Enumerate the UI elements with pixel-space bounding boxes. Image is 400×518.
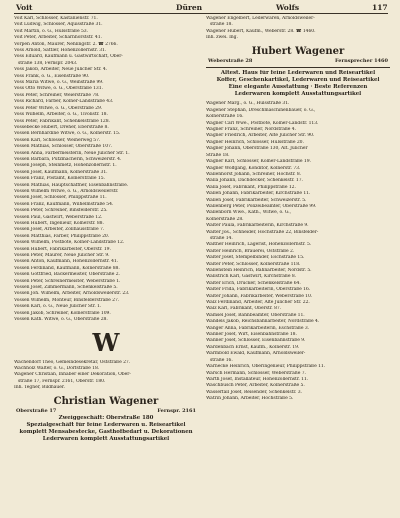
section-letter: W: [92, 327, 120, 357]
ad-line: komplett Mensabestecke, Gasthofbedarf u. Dekorationen: [19, 428, 193, 435]
directory-entry: straße 18.: [210, 22, 233, 28]
right-top-entries: [206, 16, 390, 42]
directory-entry: Walz Ferdinand, Arbeiter, Alte Jülicher Str. 22.: [206, 300, 310, 306]
directory-entry: Wallen Josef, Fabrikarbeiter, Schweizerstr. 5.: [206, 197, 307, 203]
ad-christian-wagener: [14, 395, 198, 444]
directory-entry: Voss Wilhelm, Arbeiter, o. G., Tivolistr. 18.: [14, 112, 108, 118]
directory-entry: Walter Josef, Stempelbinder, Eschstraße 15.: [206, 255, 305, 261]
directory-entry: Warmbold Ewald, Kaufmann, Arnoldsweiler-: [206, 351, 306, 357]
directory-entry: Voss Arnold, Sattler, Hohenzollernstr. 31.: [14, 48, 107, 54]
directory-entry: Vossen Karl, o. G., Neue Jülicher Str. 1.: [14, 304, 102, 310]
ad-phone: Fernsprecher 1460: [334, 57, 388, 64]
directory-entry: Walla Johann, Dachdecker, Schenkelstr. 17.: [206, 178, 303, 184]
ad-name: Hubert Wagener: [251, 45, 345, 57]
directory-entry: Vossen Peter, Maurer, Neue Jülicher Str. 9.: [14, 253, 110, 259]
directory-entry: Watrin Johann, Arbeiter, Hochstraße 5.: [206, 396, 294, 402]
ad-address-row: [206, 58, 390, 65]
directory-entry: Voit Ludwig, Schlosser, Aquisstraße 31.: [14, 22, 103, 28]
ad-line: Lederwaren komplett Ausstattungsartikel: [234, 91, 362, 98]
directory-entry: Vossen Matthias, Färber, Philippstraße 20.: [14, 233, 110, 239]
directory-entry: Voss Frank, o. G., Eisenstraße 90.: [14, 73, 90, 79]
directory-entry: Voss Richard, Färber, Kölner-Landstraße 43.: [14, 99, 114, 105]
ad-address-row: [14, 408, 198, 415]
directory-entry: Vossen Karl, Schlosser, Weiherweg 57.: [14, 137, 101, 143]
directory-entry: Vossen Anna, Färbermeisterin, Neue Jülicher Str. 1.: [14, 150, 130, 156]
directory-entry: Vossen Joh. Wilhelm, Arbeiter, Arnoldsweilerstr. 23.: [14, 291, 130, 297]
ad-address: Weberstraße 28: [208, 57, 253, 64]
directory-entry: Wallenborn Wwe., Kath., Witwe, o. G.,: [206, 210, 292, 216]
page-number: 117: [372, 3, 388, 12]
directory-entry: Wandels Jakob, Reichsbahnarbeiter, Nordstraße 4.: [206, 319, 320, 325]
directory-entry: Vossen Anton, Kaufmann, Hohenzollernstr. 41.: [14, 259, 119, 265]
directory-entry: Wanger Anna, Fabrikarbeiterin, Eschstraße 3.: [206, 325, 310, 331]
directory-entry: Vossen Joseph, Steinmetz, Hohenzollernstr. 1.: [14, 163, 117, 169]
directory-entry: Kölnerstraße 28.: [206, 216, 244, 222]
directory-entry: Vossen Hubert, Ingenieur, Kölnerstr. 88.: [14, 221, 104, 226]
directory-entry: Vossen Franz, Kaufmann, Wilhelmstraße 54.: [14, 201, 114, 207]
directory-entry: Voss Otto Witwe, o. G., Oberstraße 131.: [14, 86, 103, 92]
directory-entry: Vossen Josef, Schlosser, Philippstraße 11.: [14, 195, 107, 201]
directory-entry: Wallen Johann, Fabrikarbeiter, Kirchstraße 11.: [206, 191, 311, 197]
directory-entry: straße 16.: [210, 357, 233, 363]
ad-phone: Fernspr. 2161: [157, 407, 196, 414]
ad-line: Ältest. Haus für feine Lederwaren und Reiseartikel: [220, 69, 376, 76]
directory-entry: Wachendorf Theo, Gemeindesekretär, Oststraße 27.: [14, 359, 131, 365]
directory-entry: Vossen Mathias, Schlosser, Oberstraße 107.: [14, 144, 113, 150]
directory-entry: Kölnerstraße 16.: [206, 114, 244, 120]
directory-entry: Wachholz Walter, o. G., Dorfstraße 18.: [14, 365, 100, 371]
directory-entry: Voss Jakob, Arbeiter, Neue Jülicher Str. 4.: [14, 67, 108, 73]
directory-entry: Wamsel Josef, Bahnbeamter, Oberstraße 11.: [206, 312, 305, 318]
directory-entry: Voit Martin, o. G., Hülsstraße 53.: [14, 28, 88, 34]
directory-entry: Wagener Stephan, Dreschmaschinenbauer, o. G.,: [206, 107, 316, 113]
ad-hubert-wagener: [206, 45, 390, 99]
ad-line: Spezialgeschäft für feine Lederwaren u. Reiseartikel: [26, 421, 186, 428]
header-left: Voit: [16, 3, 33, 12]
header-center: Düren: [176, 3, 203, 12]
left-entries: [14, 16, 198, 324]
ad-rule: [206, 67, 390, 68]
directory-entry: Walter Paula, Fabrikarbeiterin, Kirchstraße 9.: [206, 223, 309, 229]
directory-entry: straße 14.: [210, 235, 233, 241]
directory-entry: Wallenhorst Johann, Schreiner, Hochstr. 8.: [206, 171, 302, 177]
directory-entry: Walter Peter, Schlosser, Kölnerstraße 118.: [206, 261, 301, 267]
directory-entry: Wagner Wolfgang, Konditor, Kölnerstr. 73.: [206, 165, 301, 171]
directory-entry: Wardenbach Ernst, Kaufm., Kölnerstr. 19.: [206, 344, 300, 350]
directory-entry: Vossen Wilhelm, Monteur, Binsfelderstraße 27.: [14, 297, 120, 303]
directory-entry: Vossen Mathias, Hauptschaffner, Eisenbahnstraße.: [14, 182, 129, 188]
directory-entry: Warnecke Heinrich, Oberingenieur, Philippstraße 11.: [206, 364, 326, 370]
directory-entry: Vossen Barbara, Putzmacherin, Schweizerstr. 4.: [14, 156, 122, 162]
directory-entry: Vossebecke Hubert, Dreher, Eberstraße 8.: [14, 124, 109, 130]
directory-entry: straße 138, Fernspr. 2043.: [18, 60, 78, 66]
directory-entry: Vossen Ferdinand, Kaufmann, Kölnerstraße 88.: [14, 265, 120, 271]
header-rule: [14, 13, 388, 14]
directory-entry: Vossen Gottfried, Bäckermeister, Oberstraße 2.: [14, 272, 120, 278]
directory-entry: Walter Frida, Fabrikarbeiterin, Oberstraße 16.: [206, 287, 311, 293]
directory-entry: Vorpen Anton, Maurer, Nehlingstr. 2. ☎ 2766.: [14, 41, 118, 47]
directory-entry: Wagner Friedrich, Arbeiter, Alte Jülicher Str. 90.: [206, 133, 315, 139]
directory-entry: Vossen Wilhelm, Postbote, Kölner-Landstraße 12.: [14, 240, 125, 246]
directory-entry: Walther Heinrich, Lagerist, Hohenzollernstr. 5.: [206, 242, 312, 248]
directory-entry: Wagner Karl, Schlosser, Kölner-Landstraße 19.: [206, 159, 311, 165]
directory-entry: Warth Josef, Installateur, Hohenzollernstr. 11.: [206, 376, 309, 382]
directory-entry: Vossen Peter, Schreiner, Binsfelderstr. 25.: [14, 208, 108, 214]
directory-entry: Walla Josef, Fabrikant, Philippstraße 12.: [206, 184, 296, 190]
right-entries: [206, 101, 390, 402]
directory-entry: Walter Erich, Drucker, Schenkelstraße 64.: [206, 280, 301, 286]
directory-entry: Vossen Bernhardine Witwe, o. G., Kölnerstr. 15.: [14, 131, 121, 137]
directory-entry: Wallstrich Karl, Gastwirt, Kirchstraße 8.: [206, 274, 297, 280]
directory-entry: Vossen Wilhelm Witwe, o. G., Arnoldsweilerstr.: [14, 188, 119, 194]
directory-entry: Vossen Hubert, Fabrikarbeiter, Oberstr. 19.: [14, 246, 111, 252]
directory-entry: Straße 18.: [206, 152, 230, 158]
directory-entry: Inh. Tegner, Bildhauer.: [14, 385, 65, 391]
directory-entry: Waschbusch Peter, Arbeiter, Kölnerstraße 5.: [206, 383, 305, 389]
directory-entry: Voss Maria Witwe, o. G., Weinstraße 99.: [14, 80, 104, 86]
directory-entry: Walter Jos., Schneider, Hochstraße 22, Binsfelder-: [206, 229, 319, 235]
directory-entry: Walz Karl, Fabrikant, Oberstr. 87.: [206, 306, 282, 312]
directory-entry: straße 17, Fernspr. 2161, Oberstr. 180.: [18, 378, 106, 384]
directory-entry: Vossen Josef, Zimmermann, Schenkelstraße 5.: [14, 285, 118, 291]
directory-entry: Wallenberg Peter, Polizeibeamter, Oberstraße 99.: [206, 203, 317, 209]
directory-entry: Wagner Franz, Schreiner, Nordstraße 4.: [206, 127, 296, 133]
ad-name: Christian Wagener: [53, 395, 159, 407]
right-column: [206, 16, 390, 403]
directory-entry: Voit Karl, Schlosser, Kastanienstr. 71.: [14, 16, 98, 21]
ad-line: Eine elegante Ausstattung · Beste Referenzen: [228, 84, 368, 91]
directory-entry: Wagener Marg., o. G., Hülsstraße 31.: [206, 101, 290, 107]
header-right: Wolfs: [276, 3, 300, 12]
left-w-entries: [14, 360, 198, 392]
directory-entry: Wasserfall Josef, Reisender, Schenkelstr. 3.: [206, 389, 302, 395]
directory-entry: Wagener Hubert, Kaufm., Weberstr. 28. ☎ 1460.: [206, 28, 316, 34]
directory-entry: Voss Peter Witwe, o. G., Oberstraße 29.: [14, 105, 103, 111]
directory-entry: Warsch Hermann, Schlosser, Weberstraße 7.: [206, 370, 306, 376]
directory-entry: Voit Peter, Arbeiter, Scharnhorststr. 41.: [14, 35, 102, 41]
directory-entry: Walter Heinrich, Brauerei, Oststraße 2.: [206, 248, 295, 254]
directory-entry: Wagener Christian, Inhaber einer Dekoration, Ober-: [14, 372, 131, 378]
directory-entry: Wagner Carl Wwe., Postbote, Kölner-Landstr. 113.: [206, 120, 319, 126]
directory-entry: Vossen Josef, Kaufmann, Kölnerstraße 31.: [14, 169, 108, 175]
directory-entry: Voss Eduard, Kaufmann u. Gastwirtschaft, Ober-: [14, 54, 123, 60]
directory-entry: Wagner Heinrich, Schlosser, Hülsstraße 20.: [206, 139, 304, 145]
directory-entry: Vossen Josef, Arbeiter, Zollhausstraße 7.: [14, 227, 105, 233]
ad-branch: Zweiggeschäft: Oberstraße 180: [58, 414, 154, 421]
ad-address: Oberstraße 17: [16, 407, 57, 414]
directory-entry: Wanner Josef, Schlosser, Eisenbahnstraße 9.: [206, 338, 306, 344]
directory-entry: Vossen Franz, Postamt, Kölnerstraße 15.: [14, 176, 105, 182]
directory-entry: Vossen Peter, Schreinermeister, Weberstraße 1.: [14, 278, 121, 284]
left-column: [14, 16, 198, 446]
directory-entry: Wanner Josef, Wirt, Eisenbahnstraße 18.: [206, 332, 297, 338]
directory-entry: Walter Johann, Fabrikarbeiter, Weberstraße 10.: [206, 293, 313, 299]
directory-entry: Vossen Jakob, Schreiner, Kölnerstraße 109.: [14, 310, 111, 316]
directory-entry: Wagner Johann, Oberstraße 130, Alt. Jülicher: [206, 146, 308, 152]
directory-entry: Wallenstein Heinrich, Bahnarbeiter, Nordstr. 5.: [206, 268, 312, 273]
directory-entry: Voss Peter, Schreiner, Weierstraße 78.: [14, 92, 100, 98]
directory-entry: Vossen Paul, Gastwirt, Weberstraße 12.: [14, 214, 103, 220]
directory-entry: Inh. zwei. Ing.: [206, 35, 238, 41]
directory-entry: Wagener Engelbert, Lederwaren, Arnoldsweiler-: [206, 16, 315, 21]
directory-entry: Vossen Kath. Witwe, o. G., Oberstraße 28.: [14, 317, 108, 323]
ad-line: Koffer, Geschenkartikel, Lederwaren und Reiseartikel: [216, 76, 380, 83]
ad-line: Lederwaren komplett Ausstattungsartikel: [42, 436, 170, 443]
directory-entry: Voss Peter, Fabrikant, Schenkelstraße 128.: [14, 118, 110, 124]
page-header: [0, 0, 400, 14]
